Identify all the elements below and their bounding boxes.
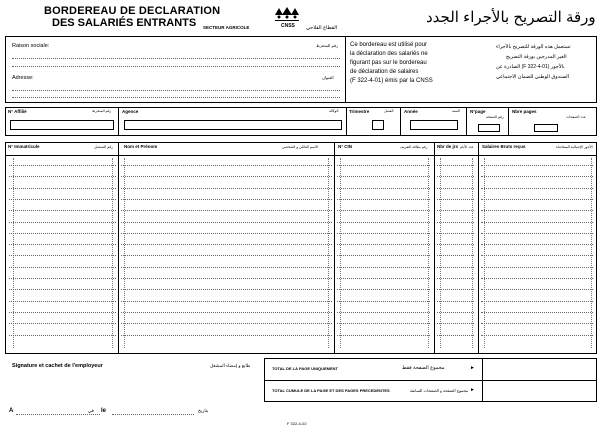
raison-sociale-line-2[interactable] xyxy=(12,66,340,67)
nbre-pages-ar: عدد الصفحات xyxy=(566,115,586,119)
table-cell-line[interactable] xyxy=(437,244,474,245)
table-cell-line[interactable] xyxy=(9,165,116,166)
notice-fr-3: figurant pas sur le bordereau xyxy=(350,60,427,66)
table-cell-line[interactable] xyxy=(437,188,474,189)
guide-cin-1 xyxy=(340,158,341,348)
notice-fr-2: la déclaration des salariés ne xyxy=(350,51,428,57)
col-header-salaires: Salaires Bruts reçus xyxy=(482,144,526,149)
table-cell-line[interactable] xyxy=(121,210,332,211)
adresse-input[interactable] xyxy=(12,90,340,91)
guide-immat-1 xyxy=(13,158,14,348)
table-cell-line[interactable] xyxy=(9,323,116,324)
annee-label: Année xyxy=(404,109,418,114)
employer-divider xyxy=(345,36,346,103)
total-page-value[interactable] xyxy=(486,361,594,377)
table-cell-line[interactable] xyxy=(337,255,430,256)
raison-sociale-input[interactable] xyxy=(12,58,340,59)
table-cell-line[interactable] xyxy=(437,210,474,211)
col-header-immatricule: N° Immatricule xyxy=(8,144,40,149)
totals-divider xyxy=(264,380,597,381)
table-cell-line[interactable] xyxy=(337,323,430,324)
table-cell-line[interactable] xyxy=(437,267,474,268)
guide-cin-2 xyxy=(428,158,429,348)
sector-ar: القطاع الفلاحي xyxy=(306,25,338,31)
table-cell-line[interactable] xyxy=(481,312,593,313)
adresse-ar: العنوان xyxy=(322,75,334,80)
date-ar: بتاريخ xyxy=(198,408,209,413)
totals-value-divider xyxy=(482,358,483,402)
notice-fr-1: Ce bordereau est utilisé pour xyxy=(350,42,428,48)
total-cumule-arrow: ► xyxy=(470,387,475,393)
raison-sociale-label: Raison sociale: xyxy=(12,43,50,49)
col-header-salaires-ar: الأجور الإجمالية المتقاضاة xyxy=(556,145,593,149)
table-cell-line[interactable] xyxy=(121,233,332,234)
col-header-immatricule-ar: رقم التسجيل xyxy=(94,145,113,149)
table-cell-line[interactable] xyxy=(121,222,332,223)
affilie-label: N° Affilié xyxy=(8,109,27,114)
table-cell-line[interactable] xyxy=(481,199,593,200)
agence-ar: الوكالة xyxy=(329,109,339,113)
trimestre-label: Trimestre xyxy=(349,109,370,114)
trimestre-input[interactable] xyxy=(372,120,384,130)
table-cell-line[interactable] xyxy=(437,323,474,324)
annee-input[interactable] xyxy=(410,120,458,130)
table-cell-line[interactable] xyxy=(9,188,116,189)
table-cell-line[interactable] xyxy=(437,278,474,279)
nbre-pages-input[interactable] xyxy=(534,124,558,132)
table-cell-line[interactable] xyxy=(9,244,116,245)
table-cell-line[interactable] xyxy=(481,289,593,290)
table-cell-line[interactable] xyxy=(437,335,474,336)
table-cell-line[interactable] xyxy=(9,312,116,313)
table-cell-line[interactable] xyxy=(437,233,474,234)
table-cell-line[interactable] xyxy=(481,210,593,211)
col-header-cin-ar: رقم بطاقة التعريف xyxy=(400,145,428,149)
table-cell-line[interactable] xyxy=(437,165,474,166)
agence-input[interactable] xyxy=(124,120,342,130)
date-input[interactable] xyxy=(112,414,194,415)
col-header-cin: N° CIN xyxy=(338,144,353,149)
table-cell-line[interactable] xyxy=(481,323,593,324)
nbre-pages-label: Nbre pages xyxy=(512,109,537,114)
table-cell-line[interactable] xyxy=(9,301,116,302)
table-cell-line[interactable] xyxy=(121,312,332,313)
title-fr-line2: DES SALARIÉS ENTRANTS xyxy=(52,17,197,29)
table-header-rule xyxy=(5,155,597,156)
table-cell-line[interactable] xyxy=(437,301,474,302)
table-col-divider-3 xyxy=(434,142,435,354)
table-cell-line[interactable] xyxy=(121,278,332,279)
page-label: N°page xyxy=(470,109,486,114)
place-ar: في xyxy=(88,408,94,413)
table-cell-line[interactable] xyxy=(481,188,593,189)
table-cell-line[interactable] xyxy=(481,176,593,177)
table-cell-line[interactable] xyxy=(337,301,430,302)
guide-jours-1 xyxy=(440,158,441,348)
table-cell-line[interactable] xyxy=(337,233,430,234)
col-header-jours-ar: عدد الأيام xyxy=(460,145,474,149)
table-cell-line[interactable] xyxy=(481,267,593,268)
col-header-jours: Nbr de jrs xyxy=(437,144,459,149)
table-cell-line[interactable] xyxy=(437,176,474,177)
table-cell-line[interactable] xyxy=(9,199,116,200)
col-header-nom: Nom et Prénom xyxy=(124,144,158,149)
affilie-ar: رقم المنخرط xyxy=(92,109,112,113)
table-cell-line[interactable] xyxy=(9,176,116,177)
table-cell-line[interactable] xyxy=(481,301,593,302)
table-cell-line[interactable] xyxy=(481,335,593,336)
table-cell-line[interactable] xyxy=(481,255,593,256)
form-code: F 322-4-02 xyxy=(287,421,307,426)
raison-sociale-ar: رقم المنخرط xyxy=(316,43,338,48)
info-divider-5 xyxy=(508,107,509,136)
table-cell-line[interactable] xyxy=(437,312,474,313)
cnss-logo xyxy=(270,5,304,31)
place-prefix: A xyxy=(9,408,14,414)
table-cell-line[interactable] xyxy=(121,301,332,302)
title-ar: ورقة التصريح بالأجراء الجدد xyxy=(426,9,596,26)
annee-ar: السنة xyxy=(452,109,461,113)
table-cell-line[interactable] xyxy=(9,278,116,279)
table-cell-line[interactable] xyxy=(121,289,332,290)
date-prefix: le xyxy=(101,408,107,414)
table-cell-line[interactable] xyxy=(9,233,116,234)
table-cell-line[interactable] xyxy=(121,255,332,256)
total-cumule-value[interactable] xyxy=(486,383,594,399)
table-cell-line[interactable] xyxy=(337,335,430,336)
signature-label: Signature et cachet de l'employeur xyxy=(12,363,103,369)
table-cell-line[interactable] xyxy=(121,176,332,177)
notice-ar-3: بالأجور (F 322-4-01) الصادرة عن xyxy=(496,64,565,70)
guide-nom-1 xyxy=(124,158,125,348)
title-fr-line1: BORDEREAU DE DECLARATION xyxy=(44,5,221,17)
total-page-arrow: ► xyxy=(470,365,475,371)
guide-sal-1 xyxy=(484,158,485,348)
table-cell-line[interactable] xyxy=(337,210,430,211)
table-cell-line[interactable] xyxy=(337,289,430,290)
notice-fr-4: de déclaration de salaires xyxy=(350,69,419,75)
table-cell-line[interactable] xyxy=(481,222,593,223)
table-cell-line[interactable] xyxy=(437,289,474,290)
table-cell-line[interactable] xyxy=(337,222,430,223)
notice-ar-4: الصندوق الوطني للضمان الاجتماعي xyxy=(496,74,570,80)
col-header-nom-ar: الاسم العائلي و الشخصي xyxy=(282,145,319,149)
info-divider-3 xyxy=(400,107,401,136)
table-cell-line[interactable] xyxy=(9,222,116,223)
table-cell-line[interactable] xyxy=(437,255,474,256)
guide-jours-2 xyxy=(472,158,473,348)
table-cell-line[interactable] xyxy=(337,188,430,189)
total-page-ar: مجموع الصفحة فقط xyxy=(402,365,445,371)
table-cell-line[interactable] xyxy=(337,278,430,279)
table-cell-line[interactable] xyxy=(121,165,332,166)
table-cell-line[interactable] xyxy=(337,312,430,313)
trimestre-ar: الفصل xyxy=(384,109,394,113)
notice-ar-2: الغير المدرجين بورقة التصريح xyxy=(506,54,567,60)
notice-ar-1: تستعمل هذه الورقة للتصريح بالأجراء xyxy=(496,44,571,50)
notice-fr-5: (F 322-4-01) émis par la CNSS xyxy=(350,78,433,84)
table-col-divider-4 xyxy=(478,142,479,354)
agence-label: Agence xyxy=(122,109,139,114)
table-cell-line[interactable] xyxy=(121,267,332,268)
table-cell-line[interactable] xyxy=(481,165,593,166)
total-page-label: TOTAL DE LA PAGE UNIQUEMENT xyxy=(272,366,339,371)
sector-fr: SECTEUR AGRICOLE xyxy=(203,25,250,30)
page-input[interactable] xyxy=(478,124,500,132)
table-col-divider-2 xyxy=(334,142,335,354)
total-cumule-ar: مجموع الصفحة و الصفحات السابقة xyxy=(410,388,469,393)
table-cell-line[interactable] xyxy=(481,244,593,245)
table-cell-line[interactable] xyxy=(337,267,430,268)
table-cell-line[interactable] xyxy=(121,335,332,336)
table-cell-line[interactable] xyxy=(121,188,332,189)
table-cell-line[interactable] xyxy=(481,278,593,279)
page-ar: رقم الصفحة xyxy=(486,115,504,119)
total-cumule-label: TOTAL CUMULE DE LA PAGE ET DES PAGES PRECEDENTES xyxy=(272,388,390,393)
signature-ar: طابع و إمضاء المشغل xyxy=(210,363,251,368)
table-col-divider-1 xyxy=(118,142,119,354)
table-cell-line[interactable] xyxy=(9,267,116,268)
table-cell-line[interactable] xyxy=(9,255,116,256)
table-cell-line[interactable] xyxy=(337,165,430,166)
guide-nom-2 xyxy=(328,158,329,348)
guide-sal-2 xyxy=(591,158,592,348)
adresse-label: Adresse: xyxy=(12,75,34,81)
table-cell-line[interactable] xyxy=(9,210,116,211)
guide-immat-2 xyxy=(112,158,113,348)
adresse-line-2[interactable] xyxy=(12,97,340,98)
table-cell-line[interactable] xyxy=(481,233,593,234)
table-cell-line[interactable] xyxy=(121,323,332,324)
table-cell-line[interactable] xyxy=(121,199,332,200)
info-divider-2 xyxy=(346,107,347,136)
info-divider-1 xyxy=(118,107,119,136)
table-cell-line[interactable] xyxy=(9,335,116,336)
table-cell-line[interactable] xyxy=(337,244,430,245)
table-cell-line[interactable] xyxy=(337,176,430,177)
info-divider-4 xyxy=(466,107,467,136)
place-input[interactable] xyxy=(16,414,100,415)
affilie-input[interactable] xyxy=(10,120,114,130)
table-cell-line[interactable] xyxy=(9,289,116,290)
table-cell-line[interactable] xyxy=(437,222,474,223)
table-cell-line[interactable] xyxy=(437,199,474,200)
table-cell-line[interactable] xyxy=(121,244,332,245)
logo-text: CNSS xyxy=(281,23,295,29)
table-cell-line[interactable] xyxy=(337,199,430,200)
